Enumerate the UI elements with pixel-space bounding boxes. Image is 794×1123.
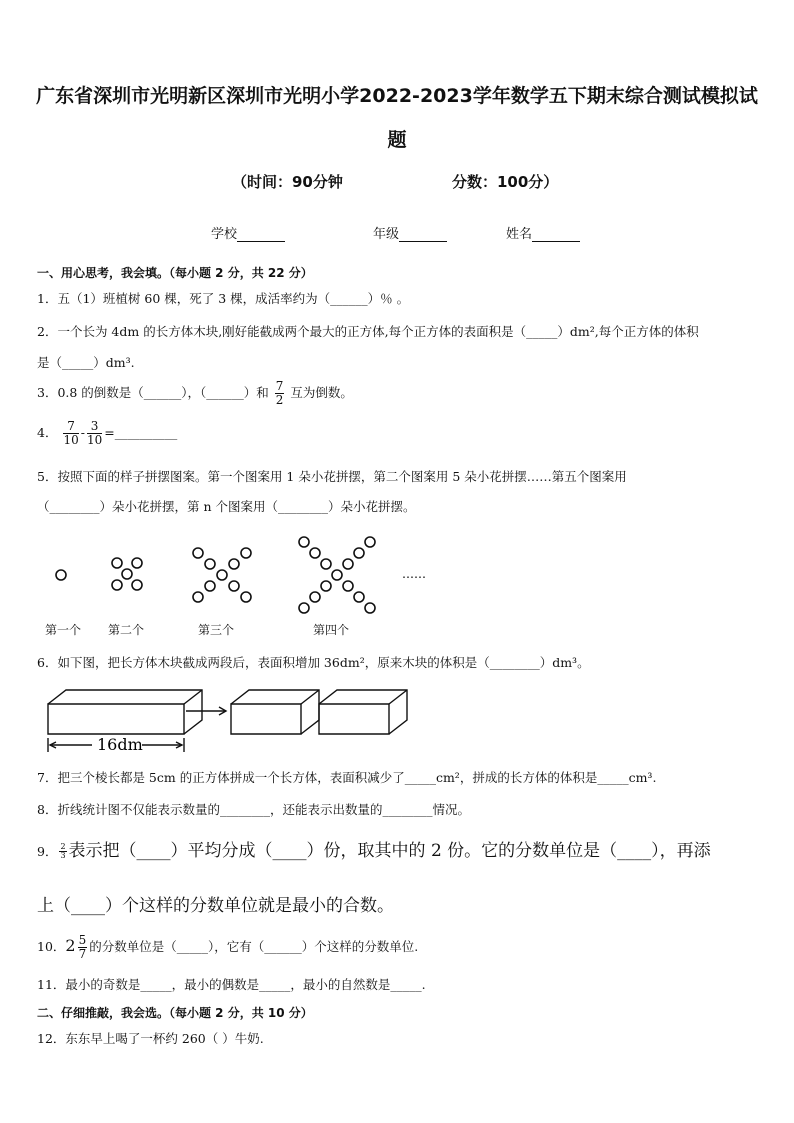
flower-4-2: [310, 548, 320, 558]
flower-4-7: [365, 603, 375, 613]
flower-4-9: [354, 548, 364, 558]
flower-4-4: [332, 570, 342, 580]
exam-title-line1: 广东省深圳市光明新区深圳市光明小学2022-2023学年数学五下期末综合测试模拟试: [36, 85, 758, 107]
time-info: （时间：90分钟: [232, 173, 343, 191]
cuboid-cut-figure: [0, 680, 794, 760]
length-label: 16dm: [97, 735, 143, 754]
question-4: 4． $\frac{7}{10}$ - $\frac{3}{10}$ =__________: [37, 419, 178, 447]
question-6: 6．如下图，把长方体木块截成两段后，表面积增加 36dm²，原来木块的体积是（________）dm³。: [37, 655, 590, 670]
question-5-line1: 5．按照下面的样子拼摆图案。第一个图案用 1 朵小花拼摆，第二个图案用 5 朵小花拼摆……第五个图案用: [37, 469, 627, 484]
q4-answer-blank: =__________: [104, 425, 178, 440]
question-9-line1: 9． $\frac{2}{3}$ 表示把（____）平均分成（____）份，取其中的 2 份。它的分数单位是（____），再添: [37, 841, 711, 861]
flower-3-7: [229, 559, 239, 569]
flower-3-6: [241, 548, 251, 558]
grade-blank[interactable]: [399, 228, 447, 242]
school-blank[interactable]: [237, 228, 285, 242]
q9-fraction: $\frac{2}{3}$: [60, 842, 66, 860]
pattern-label-4: 第四个: [313, 623, 350, 637]
question-2-line2: 是（_____）dm³.: [37, 355, 135, 370]
q3-fraction: $\frac{7}{2}$: [275, 379, 284, 407]
school-label: 学校: [211, 227, 238, 242]
name-label: 姓名: [506, 227, 533, 242]
grade-label: 年级: [373, 227, 400, 242]
flower-4-12: [310, 592, 320, 602]
question-3: [37, 380, 353, 407]
flower-3-9: [193, 592, 203, 602]
flower-pattern-figure: [0, 530, 794, 620]
section1-title: 一、用心思考，我会填。（每小题 2 分，共 22 分）: [37, 266, 313, 280]
q4-fraction-1: $\frac{7}{10}$: [63, 419, 79, 447]
pattern-label-2: 第二个: [108, 623, 145, 637]
question-12: 12．东东早上喝了一杯约 260（ ）牛奶.: [37, 1031, 264, 1046]
section2-title: 二、仔细推敲，我会选。（每小题 2 分，共 10 分）: [37, 1006, 313, 1020]
flower-4-5: [343, 581, 353, 591]
question-8: 8．折线统计图不仅能表示数量的________，还能表示出数量的________情况。: [37, 802, 470, 817]
flower-1-1: [56, 570, 66, 580]
pattern-ellipsis: ……: [402, 567, 426, 581]
flower-4-6: [354, 592, 364, 602]
flower-3-5: [241, 592, 251, 602]
flower-2-4: [112, 580, 122, 590]
exam-title-line2: 题: [387, 129, 407, 151]
question-7: 7．把三个棱长都是 5cm 的正方体拼成一个长方体，表面积减少了_____cm²，拼成的长方体的体积是_____cm³.: [37, 770, 657, 785]
q3-prefix: 3．0.8 的倒数是（______），（______）和: [37, 385, 269, 400]
question-5-line2: （________）朵小花拼摆，第 n 个图案用（________）朵小花拼摆。: [37, 499, 416, 514]
flower-3-2: [205, 559, 215, 569]
flower-4-11: [321, 581, 331, 591]
pattern-label-1: 第一个: [45, 623, 82, 637]
grade-field: [373, 223, 447, 242]
question-10: 10．2 $\frac{5}{7}$ 的分数单位是（_____），它有（______）个这样的分数单位.: [37, 933, 419, 961]
name-field: [506, 223, 580, 242]
question-1: 1．五（1）班植树 60 棵，死了 3 棵，成活率约为（______）％ 。: [37, 291, 410, 306]
flower-2-1: [112, 558, 122, 568]
question-11: 11．最小的奇数是_____，最小的偶数是_____，最小的自然数是_____.: [37, 977, 426, 992]
flower-4-13: [299, 603, 309, 613]
flower-3-3: [217, 570, 227, 580]
name-blank[interactable]: [532, 228, 580, 242]
q4-fraction-2: $\frac{3}{10}$: [86, 419, 103, 447]
flower-2-2: [132, 558, 142, 568]
flower-2-3: [122, 569, 132, 579]
flower-4-8: [365, 537, 375, 547]
pattern-label-3: 第三个: [198, 623, 235, 637]
flower-3-4: [229, 581, 239, 591]
q3-suffix: 互为倒数。: [290, 385, 353, 400]
q10-fraction: $\frac{5}{7}$: [78, 933, 87, 961]
flower-2-5: [132, 580, 142, 590]
flower-4-3: [321, 559, 331, 569]
flower-4-10: [343, 559, 353, 569]
question-9-line2: 上（____）个这样的分数单位就是最小的合数。: [37, 896, 394, 916]
flower-3-8: [205, 581, 215, 591]
score-info: 分数：100分）: [452, 173, 559, 191]
flower-3-1: [193, 548, 203, 558]
school-field: [211, 223, 285, 242]
question-2-line1: 2．一个长为 4dm 的长方体木块,刚好能截成两个最大的正方体,每个正方体的表面积是（_____）dm²,每个正方体的体积: [37, 324, 699, 339]
flower-4-1: [299, 537, 309, 547]
